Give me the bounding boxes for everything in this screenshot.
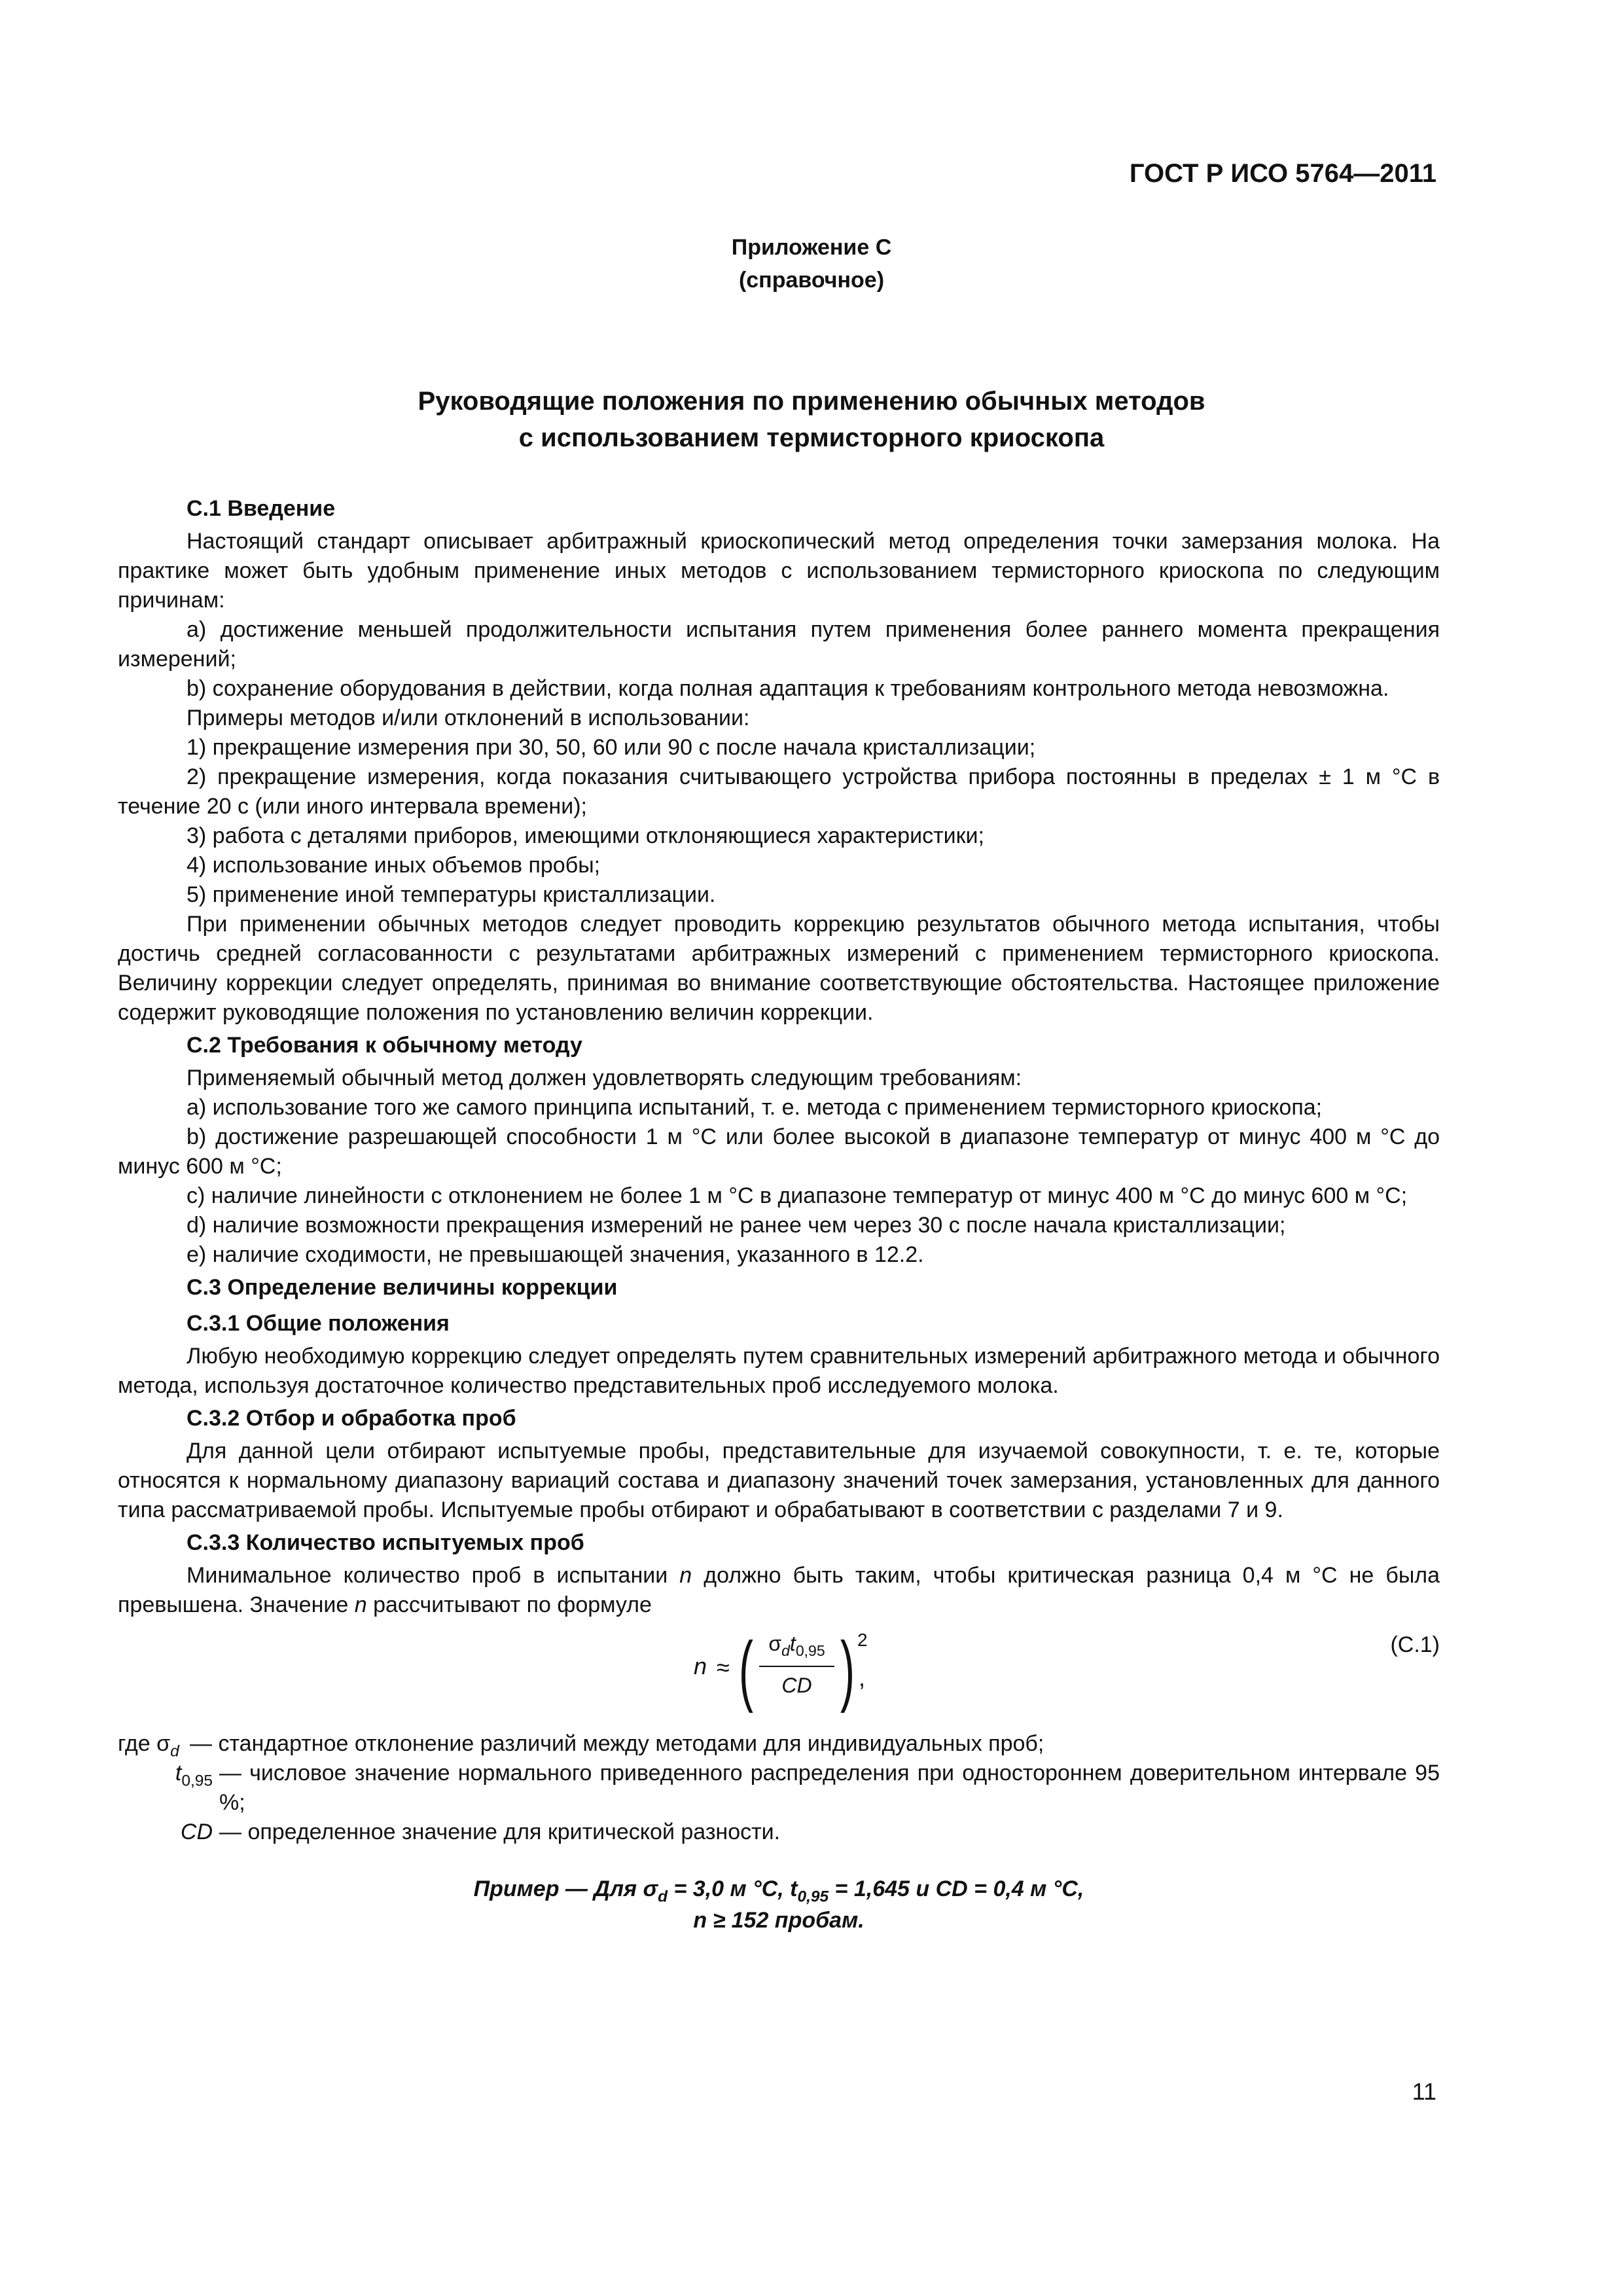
right-paren: ) <box>840 1626 855 1713</box>
list-item: b) достижение разрешающей способности 1 м °С или более высокой в диапазоне температур от минус 400 м °С до минус 600 м °С; <box>118 1124 1440 1179</box>
paragraph: Любую необходимую коррекцию следует определять путем сравнительных измерений арбитражного метода и обычного метода, используя достаточное количество представительных проб исследуемого молока. <box>118 1344 1440 1398</box>
example-text: = 1,645 и CD = 0,4 м °С, <box>829 1876 1084 1901</box>
list-item: d) наличие возможности прекращения измерений не ранее чем через 30 с после начала кристаллизации; <box>187 1213 1286 1238</box>
example-subscript: d <box>658 1888 668 1906</box>
section-heading-c31: С.3.1 Общие положения <box>187 1311 450 1336</box>
text-run: должно быть таким, чтобы критическая разница 0,4 м °С не была превышена. Значение <box>118 1563 1440 1617</box>
list-item: e) наличие сходимости, не превышающей значения, указанного в 12.2. <box>187 1242 924 1267</box>
legend-symbol: CD <box>180 1820 213 1844</box>
sigma-symbol: σ <box>768 1632 782 1655</box>
legend-row <box>118 1818 1440 1847</box>
appendix-title <box>0 383 1623 456</box>
t-subscript: 0,95 <box>795 1642 825 1660</box>
section-heading-c32: С.3.2 Отбор и обработка проб <box>187 1406 516 1431</box>
list-item: c) наличие линейности с отклонением не более 1 м °С в диапазоне температур от минус 400 м °С до минус 600 м °С; <box>187 1183 1408 1208</box>
appendix-label: Приложение С <box>731 235 892 260</box>
title-line-1: Руководящие положения по применению обычных методов <box>418 387 1205 416</box>
example-line-1 <box>118 1873 1440 1905</box>
list-item: a) использование того же самого принципа испытаний, т. е. метода с применением термисторного криоскопа; <box>187 1095 1323 1120</box>
symbol-sigma: σ <box>156 1731 171 1756</box>
paragraph: При применении обычных методов следует проводить коррекцию результатов обычного метода испытания, чтобы достичь средней согласованности с результатами арбитражных измерений с применением термисторного криоскопа. Величину коррекции следует определять, принимая во внимание соответствующие обстоятельства. Настоящее приложение содержит руководящие положения по установлению величин коррекции. <box>118 912 1440 1025</box>
legend-description: — определенное значение для критической разности. <box>219 1820 781 1844</box>
formula-number: (С.1) <box>1390 1632 1440 1657</box>
formula-lhs: n <box>694 1653 707 1679</box>
paragraph: Применяемый обычный метод должен удовлетворять следующим требованиям: <box>187 1066 1022 1090</box>
left-paren: ( <box>738 1626 753 1713</box>
formula-c1 <box>118 1625 1440 1727</box>
section-heading-c33: С.3.3 Количество испытуемых проб <box>187 1530 584 1555</box>
list-item: 1) прекращение измерения при 30, 50, 60 или 90 с после начала кристаллизации; <box>187 735 1036 760</box>
text-run: рассчитывают по формуле <box>366 1592 652 1617</box>
example-subscript: 0,95 <box>797 1888 829 1906</box>
symbol-subscript: 0,95 <box>181 1772 213 1790</box>
document-body <box>118 491 1440 1936</box>
legend-description: — числовое значение нормального приведенного распределения при одностороннем доверительном интервале 95 %; <box>219 1761 1440 1815</box>
variable-n: n <box>679 1563 692 1588</box>
formula-power: 2 <box>857 1630 868 1650</box>
symbol-t: t <box>175 1761 182 1785</box>
appendix-type: (справочное) <box>738 268 885 293</box>
symbol-subscript: d <box>170 1742 179 1761</box>
t-symbol: t <box>789 1632 796 1655</box>
section-heading-c2: С.2 Требования к обычному методу <box>187 1033 582 1058</box>
list-item: b) сохранение оборудования в действии, когда полная адаптация к требованиям контрольного метода невозможна. <box>187 676 1389 701</box>
formula-denominator: CD <box>781 1674 812 1697</box>
paragraph: Примеры методов и/или отклонений в использовании: <box>187 706 750 730</box>
page-number: 11 <box>1412 2078 1436 2105</box>
legend-description: — стандартное отклонение различий между методами для индивидуальных проб; <box>190 1731 1044 1756</box>
legend-row <box>118 1759 1440 1818</box>
approx-sign: ≈ <box>717 1654 730 1681</box>
section-heading-c3: С.3 Определение величины коррекции <box>187 1275 618 1300</box>
list-item: a) достижение меньшей продолжительности испытания путем применения более раннего момента прекращения измерений; <box>118 617 1440 672</box>
list-item: 5) применение иной температуры кристаллизации. <box>187 882 716 907</box>
document-code: ГОСТ Р ИСО 5764—2011 <box>1129 159 1436 188</box>
title-line-2: с использованием термисторного криоскопа <box>518 423 1105 452</box>
section-heading-c1: С.1 Введение <box>187 496 336 521</box>
formula-legend <box>118 1729 1440 1847</box>
paragraph <box>118 1561 1440 1620</box>
sigma-subscript: d <box>781 1642 790 1660</box>
list-item: 4) использование иных объемов пробы; <box>187 853 601 878</box>
formula-comma: , <box>859 1664 866 1691</box>
list-item: 3) работа с деталями приборов, имеющими отклоняющиеся характеристики; <box>187 823 984 848</box>
fraction-bar <box>759 1666 834 1667</box>
appendix-heading <box>0 231 1623 296</box>
example-text: = 3,0 м °С, t <box>668 1876 798 1901</box>
example-block <box>118 1873 1440 1936</box>
list-item: 2) прекращение измерения, когда показания считывающего устройства прибора постоянны в пределах ± 1 м °С в течение 20 с (или иного интервала времени); <box>118 764 1440 819</box>
text-run: Минимальное количество проб в испытании <box>187 1563 680 1588</box>
paragraph: Настоящий стандарт описывает арбитражный криоскопический метод определения точки замерзания молока. На практике может быть удобным применение иных методов с использованием термисторного криоскопа по следующим причинам: <box>118 529 1440 613</box>
paragraph: Для данной цели отбирают испытуемые пробы, представительные для изучаемой совокупности, т. е. те, которые относятся к нормальному диапазону вариаций состава и диапазону значений точек замерзания, установленных для данного типа рассматриваемой пробы. Испытуемые пробы отбирают и обрабатывают в соответствии с разделами 7 и 9. <box>118 1439 1440 1522</box>
variable-n: n <box>354 1592 367 1617</box>
formula-numerator <box>759 1629 834 1659</box>
legend-symbol <box>118 1759 213 1818</box>
example-line-2: n ≥ 152 пробам. <box>693 1908 865 1933</box>
legend-row <box>118 1729 1440 1759</box>
example-text: Пример — Для σ <box>473 1876 658 1901</box>
legend-intro: где <box>118 1731 151 1756</box>
